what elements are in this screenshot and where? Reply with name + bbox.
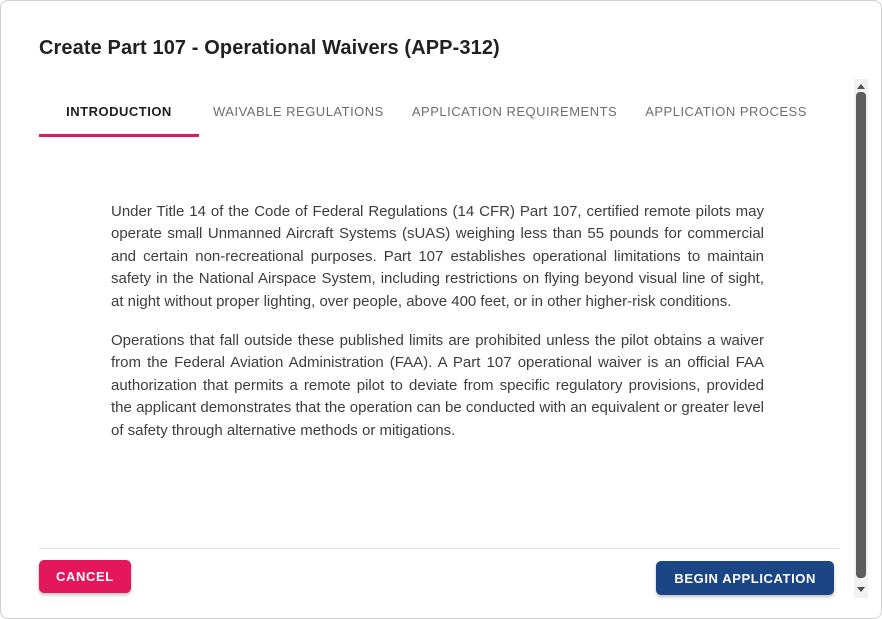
scrollbar-thumb[interactable] <box>856 92 866 578</box>
tab-application-process-label: APPLICATION PROCESS <box>645 104 807 119</box>
scroll-up-button[interactable] <box>854 80 868 92</box>
footer-divider <box>39 548 839 549</box>
tab-waivable-regulations[interactable] <box>199 89 398 137</box>
scroll-up-icon <box>857 84 865 89</box>
intro-paragraph-2: Operations that fall outside these published limits are prohibited unless the pilot obtains a waiver from the Federal Aviation Administration (FAA). A Part 107 operational waiver is an official FAA authorization that permits a remote pilot to deviate from specific regulatory provisions, provided the applicant demonstrates that the operation can be conducted with an equivalent or greater level of safety through alternative methods or mitigations. <box>111 332 764 439</box>
scroll-down-button[interactable] <box>854 583 868 595</box>
begin-application-button[interactable]: BEGIN APPLICATION <box>656 561 834 595</box>
introduction-content <box>111 201 764 459</box>
vertical-scrollbar[interactable] <box>854 79 868 598</box>
scroll-down-icon <box>857 587 865 592</box>
dialog-title: Create Part 107 - Operational Waivers (APP-312) <box>39 37 500 59</box>
cancel-button[interactable]: CANCEL <box>39 560 131 593</box>
tab-introduction[interactable] <box>39 89 199 137</box>
tab-application-requirements[interactable] <box>398 89 631 137</box>
tab-bar <box>39 89 821 137</box>
tab-application-process[interactable] <box>631 89 821 137</box>
tab-application-requirements-label: APPLICATION REQUIREMENTS <box>411 104 618 119</box>
intro-paragraph-1: Under Title 14 of the Code of Federal Regulations (14 CFR) Part 107, certified remote pilots may operate small Unmanned Aircraft Systems (sUAS) weighing less than 55 pounds for commercial and certain non-recreational purposes. Part 107 establishes operational limitations to maintain safety in the National Airspace System, including restrictions on flying beyond visual line of sight, at night without proper lighting, over people, above 400 feet, or in other higher-risk conditions. <box>111 203 764 310</box>
tab-waivable-regulations-label: WAIVABLE REGULATIONS <box>213 104 384 119</box>
tab-introduction-label: INTRODUCTION <box>66 104 172 119</box>
